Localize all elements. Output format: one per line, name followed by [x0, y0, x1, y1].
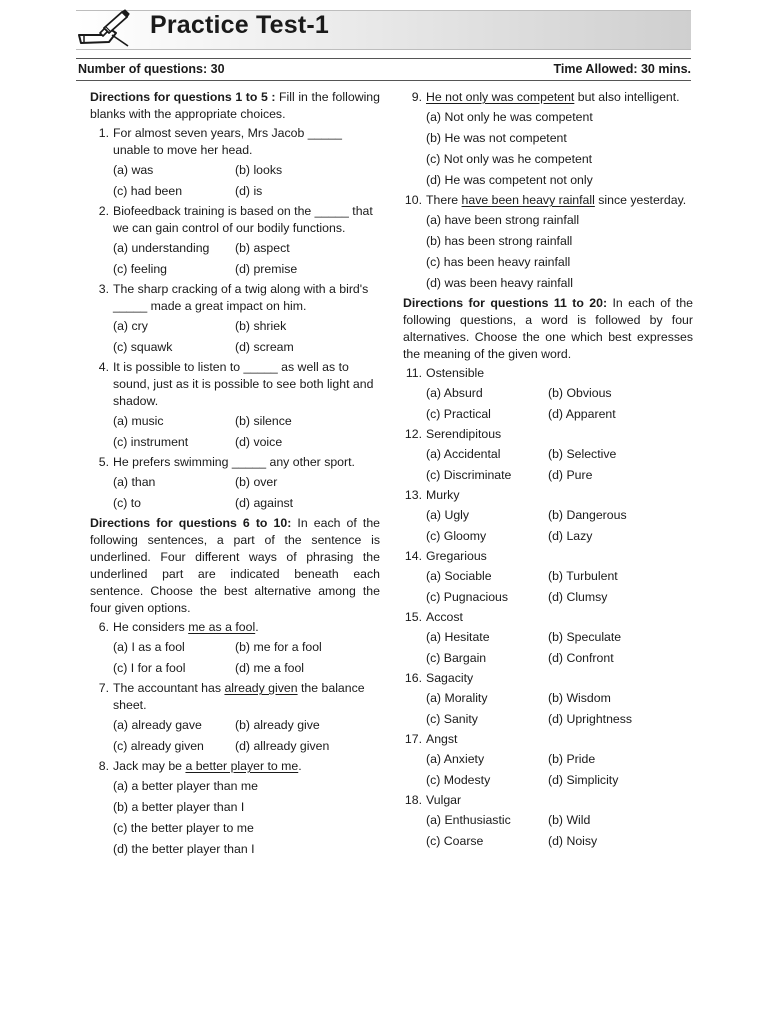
option-b: (b) Wisdom [548, 691, 611, 705]
question-2 [90, 203, 380, 237]
option-c: (c) Pugnacious [426, 590, 509, 604]
options-11 [403, 385, 693, 423]
option-c: (c) Not only was he competent [426, 152, 593, 166]
option-d: (d) Pure [548, 468, 593, 482]
option-b: (b) Pride [548, 752, 596, 766]
option-b: (b) Turbulent [548, 569, 618, 583]
question-7 [90, 680, 380, 714]
question-number: 17. [404, 732, 422, 746]
question-16 [403, 670, 693, 687]
options-13 [403, 507, 693, 545]
option-a: (a) music [113, 414, 164, 428]
directions-6-to-10 [90, 515, 380, 617]
options-5 [90, 474, 380, 512]
option-d: (d) Noisy [548, 834, 598, 848]
question-number: 2. [98, 204, 109, 218]
question-8 [90, 758, 380, 775]
option-c: (c) Bargain [426, 651, 487, 665]
options-1 [90, 162, 380, 200]
options-8 [90, 778, 380, 858]
question-word: Angst [426, 732, 458, 746]
option-a: (a) a better player than me [113, 779, 258, 793]
option-c: (c) Coarse [426, 834, 484, 848]
option-c: (c) instrument [113, 435, 189, 449]
question-number: 7. [98, 681, 109, 695]
question-number: 9. [411, 90, 422, 104]
option-a: (a) Accidental [426, 447, 501, 461]
option-a: (a) was [113, 163, 154, 177]
directions-heading: Directions for questions 6 to 10: [90, 516, 292, 530]
option-d: (d) premise [235, 262, 298, 276]
question-18 [403, 792, 693, 809]
question-stem: It is possible to listen to _____ as well as to sound, just as it is possible to see both light and shadow. [113, 360, 374, 408]
question-number: 6. [98, 620, 109, 634]
option-a: (a) understanding [113, 241, 210, 255]
option-d: (d) Clumsy [548, 590, 608, 604]
stem-underlined: already given [224, 681, 298, 695]
stem-pre: There [426, 193, 462, 207]
question-number: 11. [405, 366, 422, 380]
option-c: (c) had been [113, 184, 183, 198]
option-a: (a) Absurd [426, 386, 483, 400]
directions-heading: Directions for questions 1 to 5 : [90, 90, 276, 104]
directions-1-to-5 [90, 89, 380, 123]
question-3 [90, 281, 380, 315]
option-c: (c) Modesty [426, 773, 491, 787]
question-number: 1. [98, 126, 109, 140]
options-14 [403, 568, 693, 606]
option-d: (d) the better player than I [113, 842, 255, 856]
question-word: Accost [426, 610, 463, 624]
option-b: (b) looks [235, 163, 283, 177]
option-a: (a) Hesitate [426, 630, 490, 644]
question-stem: The sharp cracking of a twig along with a bird's _____ made a great impact on him. [113, 282, 369, 313]
options-18 [403, 812, 693, 850]
stem-post: but also intelligent. [574, 90, 680, 104]
stem-pre: The accountant has [113, 681, 225, 695]
option-c: (c) I for a fool [113, 661, 186, 675]
stem-post: the balance sheet. [113, 681, 365, 712]
option-d: (d) He was competent not only [426, 173, 593, 187]
option-b: (b) Obvious [548, 386, 612, 400]
options-16 [403, 690, 693, 728]
question-15 [403, 609, 693, 626]
left-column [90, 89, 380, 861]
stem-underlined: a better player to me [185, 759, 299, 773]
question-9 [403, 89, 693, 106]
option-c: (c) Practical [426, 407, 491, 421]
option-c: (c) Gloomy [426, 529, 487, 543]
stem-underlined: have been heavy rainfall [461, 193, 595, 207]
option-c: (c) Sanity [426, 712, 478, 726]
directions-text: In each of the following questions, a word is followed by four alternatives. Choose the one which best expresses the meaning of the given word. [403, 296, 693, 361]
option-d: (d) scream [235, 340, 294, 354]
option-b: (b) over [235, 475, 278, 489]
options-4 [90, 413, 380, 451]
question-word: Ostensible [426, 366, 485, 380]
question-stem: Biofeedback training is based on the _____ that we can gain control of our bodily functions. [113, 204, 373, 235]
stem-post: . [298, 759, 302, 773]
option-b: (b) has been strong rainfall [426, 234, 573, 248]
options-15 [403, 629, 693, 667]
option-b: (b) me for a fool [235, 640, 322, 654]
stem-pre: He considers [113, 620, 189, 634]
question-stem: He prefers swimming _____ any other sport. [113, 455, 355, 469]
time-allowed: Time Allowed: 30 mins. [553, 62, 691, 76]
question-4 [90, 359, 380, 410]
option-a: (a) Enthusiastic [426, 813, 511, 827]
question-5 [90, 454, 380, 471]
question-number: 15. [404, 610, 422, 624]
question-number: 4. [98, 360, 109, 374]
page-title: Practice Test-1 [150, 11, 330, 39]
option-a: (a) cry [113, 319, 148, 333]
question-number: 5. [98, 455, 109, 469]
option-a: (a) Ugly [426, 508, 470, 522]
option-c: (c) has been heavy rainfall [426, 255, 571, 269]
option-c: (c) to [113, 496, 142, 510]
question-number: 3. [98, 282, 109, 296]
question-6 [90, 619, 380, 636]
options-10 [403, 212, 693, 292]
question-number: 10. [404, 193, 422, 207]
stem-post: . [255, 620, 259, 634]
option-d: (d) me a fool [235, 661, 305, 675]
question-number: 12. [404, 427, 422, 441]
option-d: (d) allready given [235, 739, 330, 753]
page-header [76, 8, 691, 50]
directions-heading: Directions for questions 11 to 20: [403, 296, 608, 310]
option-a: (a) have been strong rainfall [426, 213, 580, 227]
question-11 [403, 365, 693, 382]
option-d: (d) is [235, 184, 263, 198]
question-number: 14. [404, 549, 422, 563]
option-c: (c) the better player to me [113, 821, 254, 835]
option-a: (a) Not only he was competent [426, 110, 593, 124]
option-b: (b) Dangerous [548, 508, 627, 522]
option-d: (d) Uprightness [548, 712, 633, 726]
option-b: (b) silence [235, 414, 292, 428]
writing-hand-icon [76, 9, 132, 49]
question-14 [403, 548, 693, 565]
directions-text: In each of the following sentences, a part of the sentence is underlined. Four different ways of phrasing the underlined part are indicated beneath each sentence. Choose the best alternative among the four given options. [90, 516, 381, 615]
question-word: Gregarious [426, 549, 487, 563]
option-a: (a) Morality [426, 691, 488, 705]
option-d: (d) Lazy [548, 529, 593, 543]
option-a: (a) I as a fool [113, 640, 185, 654]
options-3 [90, 318, 380, 356]
question-13 [403, 487, 693, 504]
option-b: (b) shriek [235, 319, 287, 333]
option-b: (b) already give [235, 718, 320, 732]
question-word: Sagacity [426, 671, 474, 685]
bottom-rule [76, 80, 691, 81]
option-b: (b) Speculate [548, 630, 622, 644]
option-a: (a) already gave [113, 718, 202, 732]
question-number: 13. [404, 488, 422, 502]
options-12 [403, 446, 693, 484]
option-b: (b) a better player than I [113, 800, 245, 814]
option-d: (d) was been heavy rainfall [426, 276, 573, 290]
question-number: 18. [404, 793, 422, 807]
option-c: (c) Discriminate [426, 468, 512, 482]
options-6 [90, 639, 380, 677]
question-12 [403, 426, 693, 443]
option-a: (a) Anxiety [426, 752, 485, 766]
option-a: (a) Sociable [426, 569, 492, 583]
options-9 [403, 109, 693, 189]
info-row [76, 59, 691, 81]
option-d: (d) Apparent [548, 407, 616, 421]
stem-post: since yesterday. [594, 193, 687, 207]
question-number: 8. [98, 759, 109, 773]
option-c: (c) squawk [113, 340, 173, 354]
question-10 [403, 192, 693, 209]
options-7 [90, 717, 380, 755]
question-stem: For almost seven years, Mrs Jacob _____ unable to move her head. [113, 126, 342, 157]
option-d: (d) Confront [548, 651, 614, 665]
number-of-questions: Number of questions: 30 [78, 62, 225, 76]
option-d: (d) voice [235, 435, 283, 449]
option-a: (a) than [113, 475, 156, 489]
option-b: (b) Selective [548, 447, 617, 461]
directions-11-to-20 [403, 295, 693, 363]
question-word: Serendipitous [426, 427, 502, 441]
option-c: (c) feeling [113, 262, 167, 276]
question-number: 16. [404, 671, 422, 685]
option-d: (d) against [235, 496, 294, 510]
stem-underlined: He not only was competent [426, 90, 575, 104]
directions-text: Fill in the following blanks with the appropriate choices. [90, 90, 380, 121]
option-b: (b) aspect [235, 241, 290, 255]
options-2 [90, 240, 380, 278]
right-column [403, 89, 693, 853]
stem-underlined: me as a fool [188, 620, 256, 634]
question-17 [403, 731, 693, 748]
option-b: (b) Wild [548, 813, 591, 827]
option-b: (b) He was not competent [426, 131, 567, 145]
option-c: (c) already given [113, 739, 204, 753]
option-d: (d) Simplicity [548, 773, 619, 787]
stem-pre: Jack may be [113, 759, 186, 773]
question-word: Vulgar [426, 793, 462, 807]
question-word: Murky [426, 488, 460, 502]
question-1 [90, 125, 380, 159]
options-17 [403, 751, 693, 789]
